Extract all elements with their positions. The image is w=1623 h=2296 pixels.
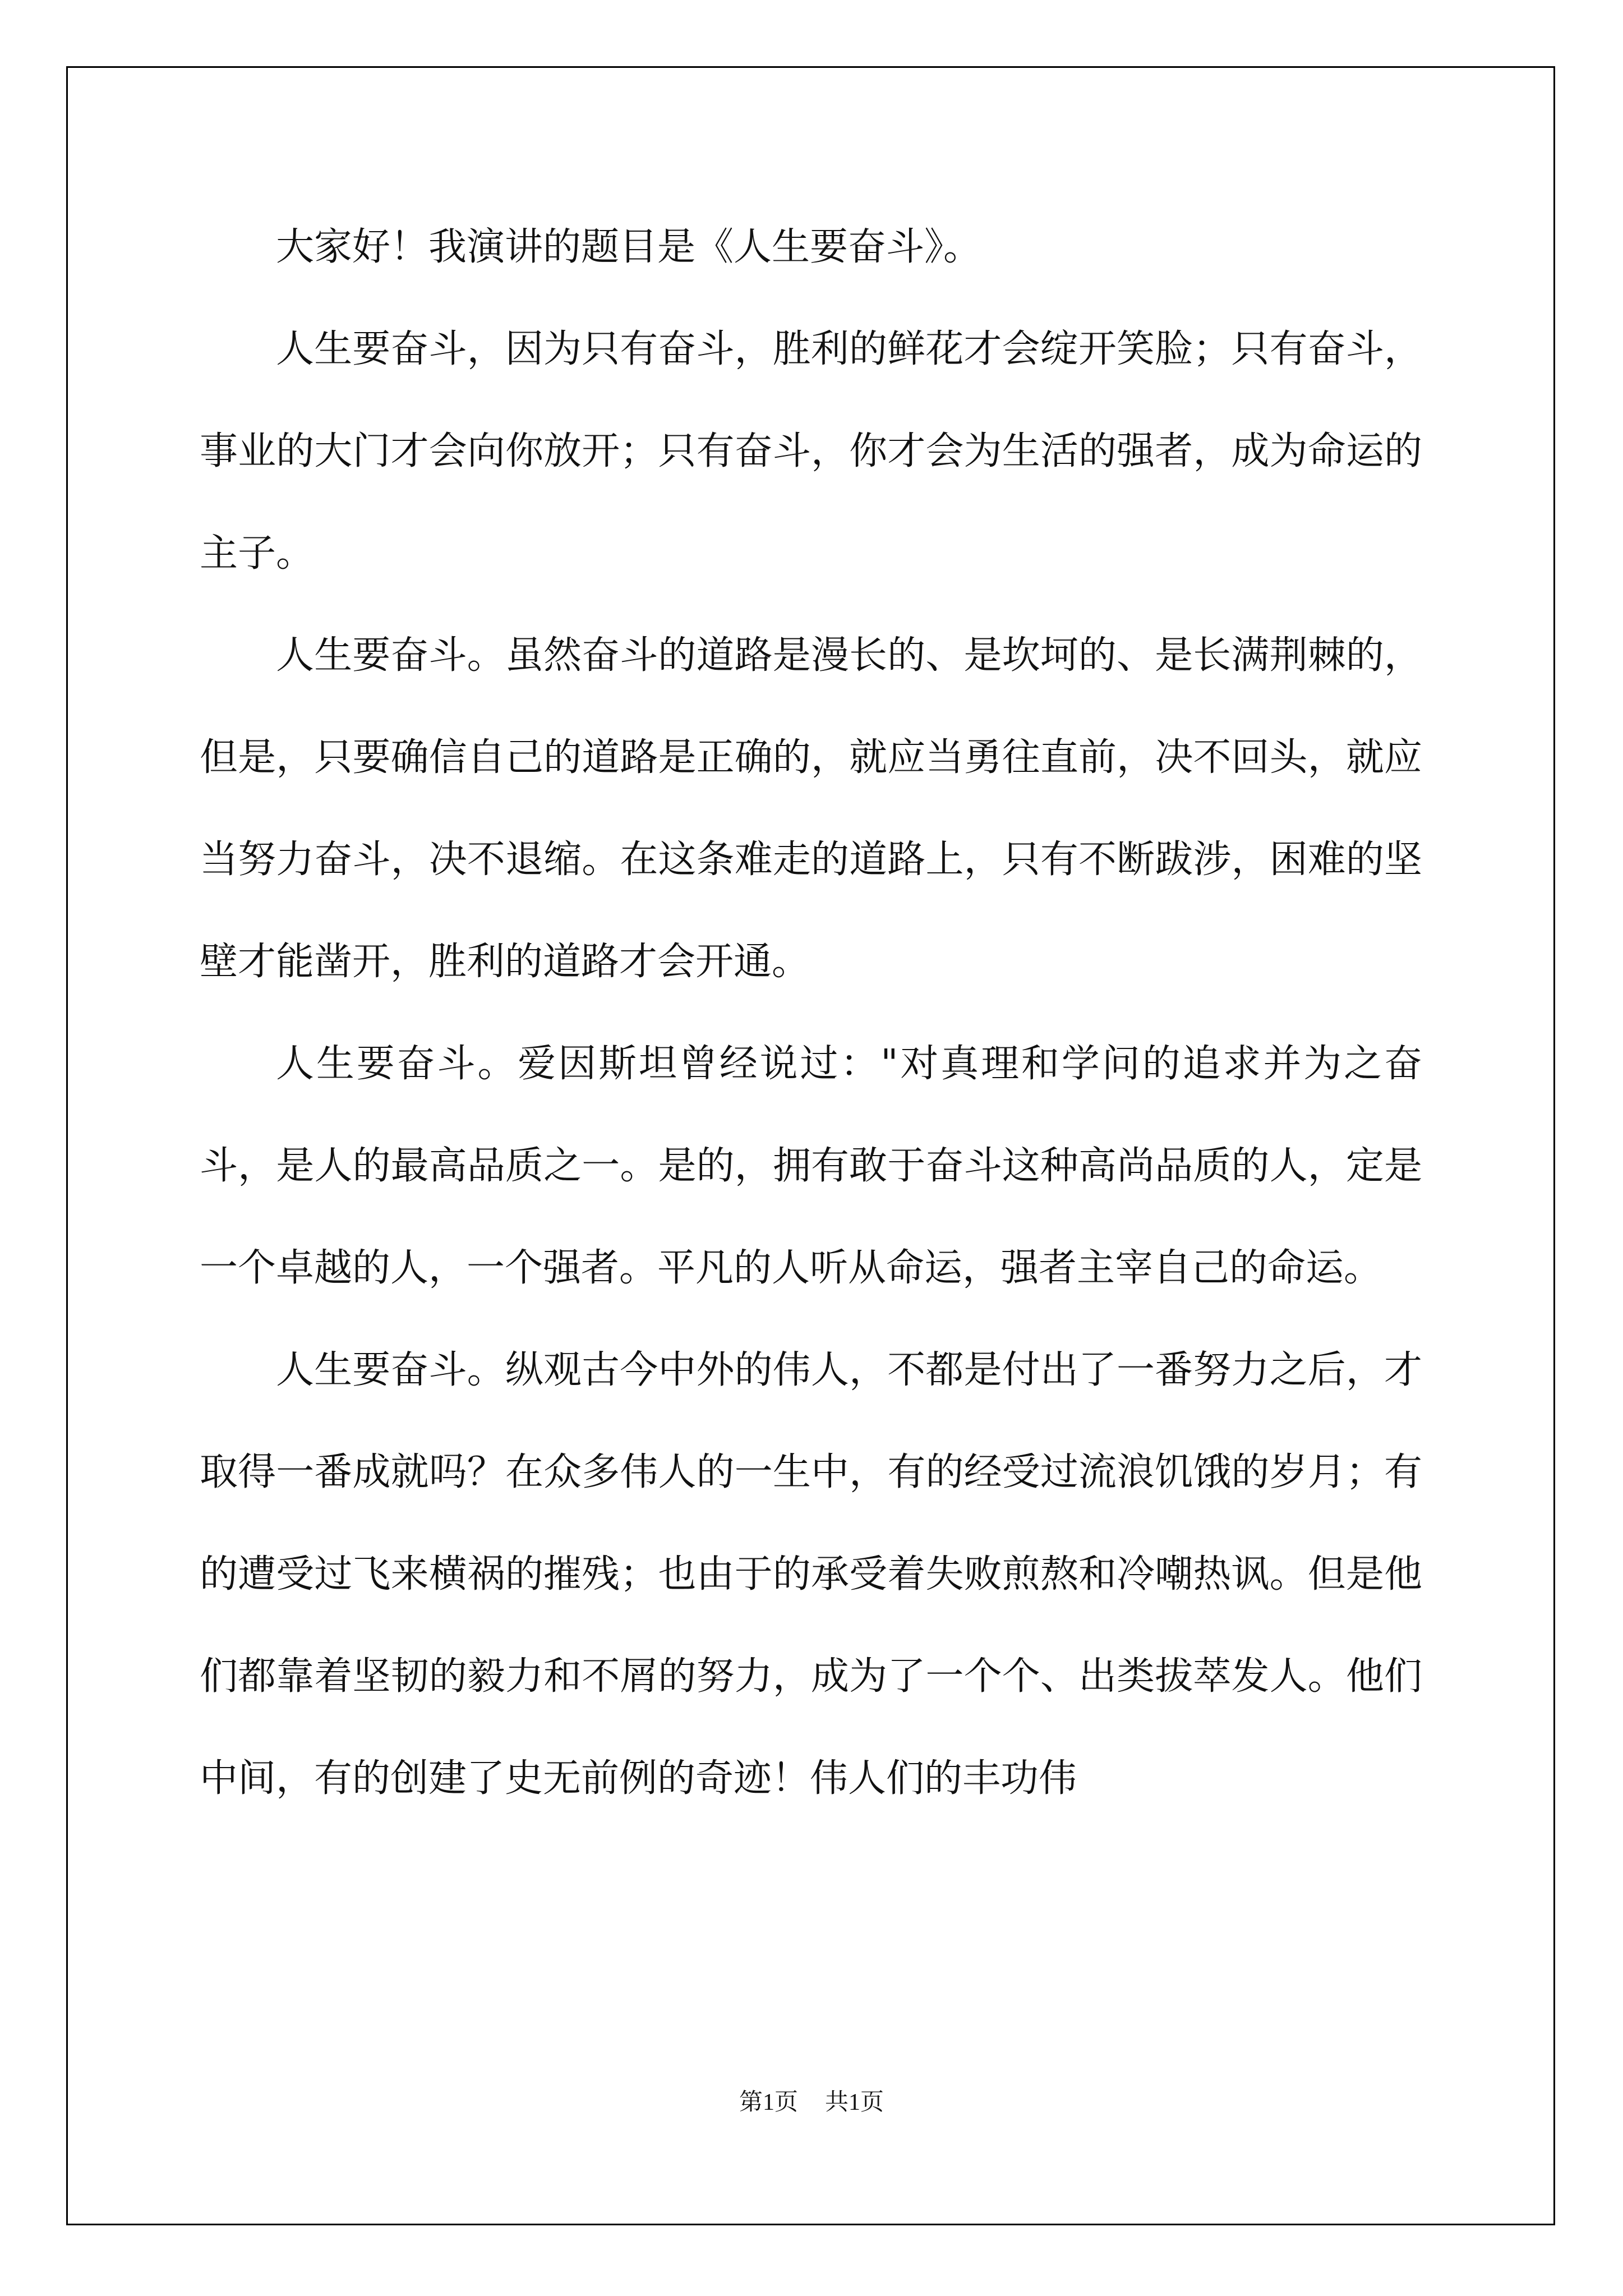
paragraph-greeting: 大家好！我演讲的题目是《人生要奋斗》。 xyxy=(276,225,982,269)
paragraph-4: 人生要奋斗。纵观古今中外的伟人，不都是付出了一番努力之后，才取得一番成就吗？在众多伟人的一生中，有的经受过流浪饥饿的岁月；有的遭受过飞来横祸的摧残；也由于的承受着失败煎熬和冷嘲热讽。但是他们都靠着坚韧的毅力和不屑的努力，成为了一个个、出类拔萃发人。他们中间，有的创建了史无前例的奇迹！伟人们的丰功伟 xyxy=(200,1348,1422,1801)
document-body xyxy=(200,196,1422,1830)
page-number-total: 共1页 xyxy=(825,2090,884,2115)
paragraph-1: 人生要奋斗，因为只有奋斗，胜利的鲜花才会绽开笑脸；只有奋斗，事业的大门才会向你放开；只有奋斗，你才会为生活的强者，成为命运的主子。 xyxy=(200,327,1422,576)
paragraph-3: 人生要奋斗。爱因斯坦曾经说过："对真理和学问的追求并为之奋斗，是人的最高品质之一。是的，拥有敢于奋斗这种高尚品质的人，定是一个卓越的人，一个强者。平凡的人听从命运，强者主宰自己的命运。 xyxy=(200,1042,1422,1290)
paragraph-2: 人生要奋斗。虽然奋斗的道路是漫长的、是坎坷的、是长满荆棘的，但是，只要确信自己的道路是正确的，就应当勇往直前，决不回头，就应当努力奋斗，决不退缩。在这条难走的道路上，只有不断跋涉，困难的坚壁才能凿开，胜利的道路才会开通。 xyxy=(200,633,1422,984)
page-number-current: 第1页 xyxy=(739,2090,798,2115)
page-footer xyxy=(0,2086,1623,2119)
